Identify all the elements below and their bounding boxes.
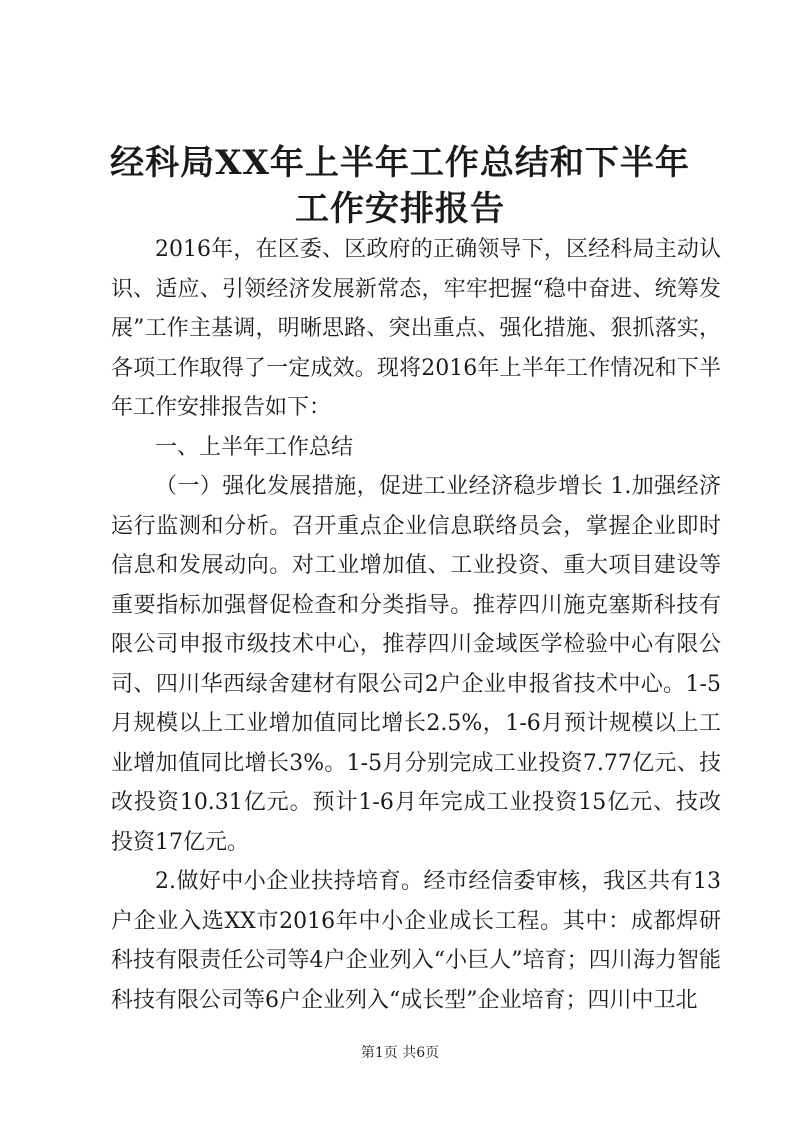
body-paragraph: 2.做好中小企业扶持培育。经市经信委审核，我区共有13户企业入选XX市2016年中小企业成长工程。其中：成都焊研科技有限责任公司等4户企业列入“小巨人”培育；四川海力智能科技有限公司等6户企业列入“成长型”企业培育；四川中卫北 xyxy=(111,869,721,1013)
page-number-footer: 第1页 共6页 xyxy=(360,1045,440,1061)
document-title: 经科局XX年上半年工作总结和下半年工作安排报告 xyxy=(110,143,690,229)
section-heading: 一、上半年工作总结 xyxy=(155,434,354,460)
body-paragraph: （一）强化发展措施，促进工业经济稳步增长 1.加强经济运行监测和分析。召开重点企业信息联络员会，掌握企业即时信息和发展动向。对工业增加值、工业投资、重大项目建设等重要指标加强督促检查和分类指导。推荐四川施克塞斯科技有限公司申报市级技术中心，推荐四川金域医学检验中心有限公司、四川华西绿舍建材有限公司2户企业申报省技术中心。1-5月规模以上工业增加值同比增长2.5%，1-6月预计规模以上工业增加值同比增长3%。1-5月分别完成工业投资7.77亿元、技改投资10.31亿元。预计1-6月年完成工业投资15亿元、技改投资17亿元。 xyxy=(111,474,721,855)
document-body xyxy=(111,230,721,1020)
intro-paragraph: 2016年，在区委、区政府的正确领导下，区经科局主动认识、适应、引领经济发展新常态，牢牢把握“稳中奋进、统筹发展”工作主基调，明晰思路、突出重点、强化措施、狠抓落实，各项工作取得了一定成效。现将2016年上半年工作情况和下半年工作安排报告如下： xyxy=(111,237,721,420)
